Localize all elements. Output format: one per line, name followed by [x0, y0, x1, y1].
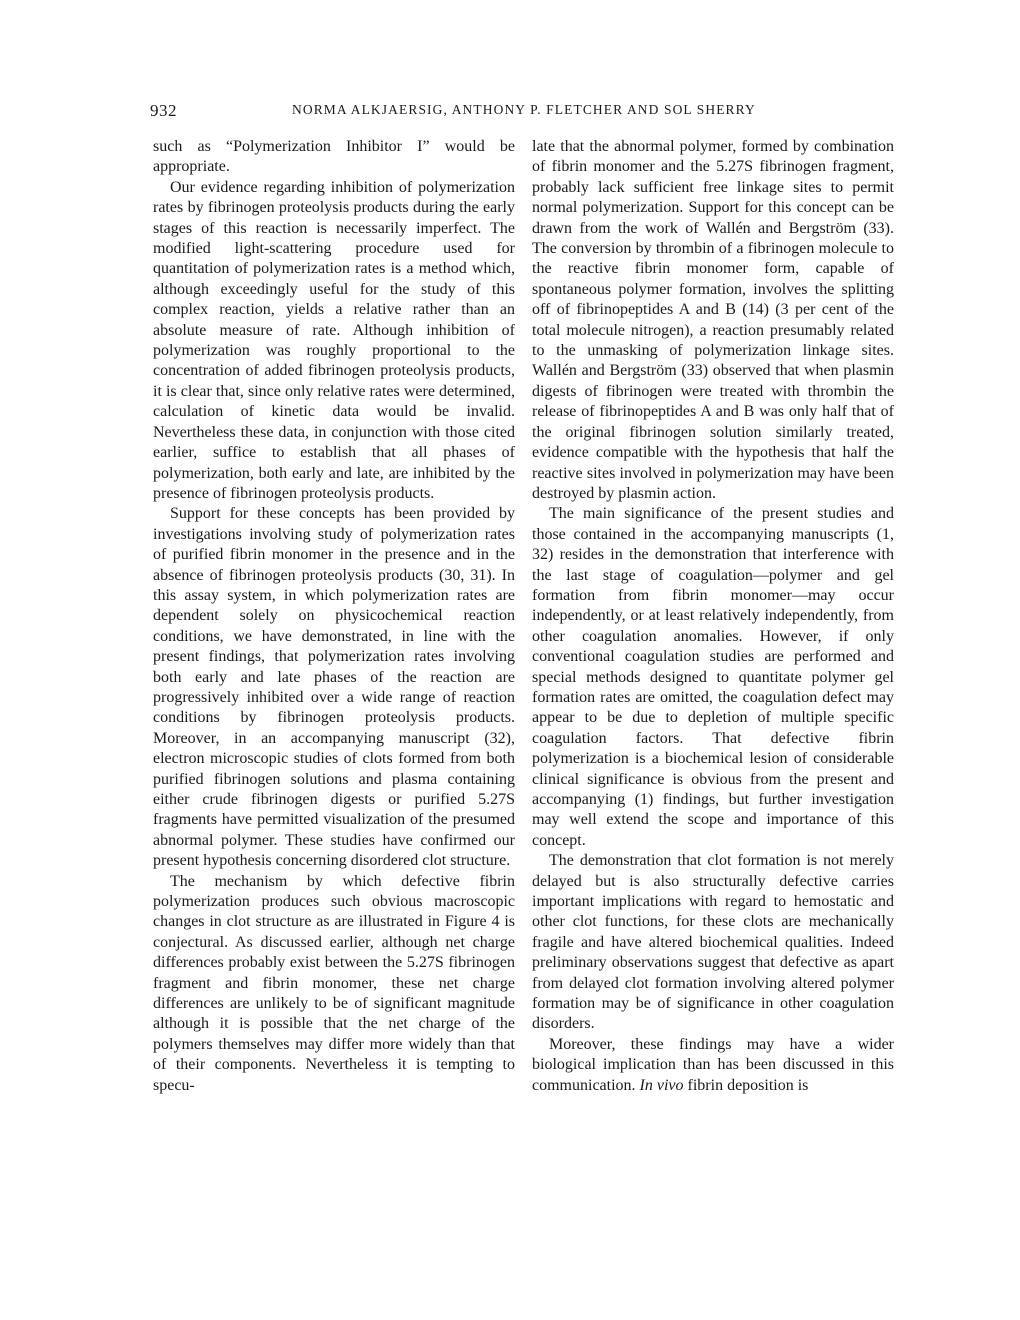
- paragraph-text: fibrin deposition is: [683, 1076, 809, 1094]
- paragraph: Our evidence regarding inhibition of polymerization rates by fibrinogen proteolysis products during the early stages of this reaction is necessarily imperfect. The modified light-scattering procedure used for quantitation of polymerization rates is a method which, although exceedingly useful for the study of this complex reaction, yields a relative rather than an absolute measure of rate. Although inhibition of polymerization was roughly proportional to the concentration of added fibrinogen proteolysis products, it is clear that, since only relative rates were determined, calculation of kinetic data would be invalid. Nevertheless these data, in conjunction with those cited earlier, suffice to establish that all phases of polymerization, both early and late, are inhibited by the presence of fibrinogen proteolysis products.: [153, 178, 515, 502]
- paragraph: [532, 1035, 894, 1096]
- paragraph-text: Moreover, these findings may have a wider biological implication than has been discussed in this communication.: [532, 1035, 894, 1094]
- right-column: [532, 137, 894, 1096]
- italic-term: In vivo: [639, 1076, 684, 1094]
- paragraph: The demonstration that clot formation is not merely delayed but is also structurally defective carries important implications with regard to hemostatic and other clot functions, for these clots are mechanically fragile and have altered biochemical qualities. Indeed preliminary observations suggest that defective as apart from delayed clot formation involving altered polymer formation may be of significance in other coagulation disorders.: [532, 852, 894, 1033]
- running-head: NORMA ALKJAERSIG, ANTHONY P. FLETCHER AND SOL SHERRY: [292, 102, 756, 117]
- page-number: 932: [150, 101, 177, 120]
- paragraph: The mechanism by which defective fibrin polymerization produces such obvious macroscopic changes in clot structure as are illustrated in Figure 4 is conjectural. As discussed earlier, although net charge differences probably exist between the 5.27S fibrinogen fragment and fibrin monomer, these net charge differences are unlikely to be of significant magnitude although it is possible that the net charge of the polymers themselves may differ more widely than that of their components. Nevertheless it is tempting to specu-: [153, 872, 515, 1094]
- paragraph: Support for these concepts has been provided by investigations involving study of polymerization rates of purified fibrin monomer in the presence and in the absence of fibrinogen proteolysis products (30, 31). In this assay system, in which polymerization rates are dependent solely on physicochemical reaction conditions, we have demonstrated, in line with the present findings, that polymerization rates involving both early and late phases of the reaction are progressively inhibited over a wide range of reaction conditions by fibrinogen proteolysis products. Moreover, in an accompanying manuscript (32), electron microscopic studies of clots formed from both purified fibrinogen solutions and plasma containing either crude fibrinogen digests or purified 5.27S fragments have permitted visualization of the presumed abnormal polymer. These studies have confirmed our present hypothesis concerning disordered clot structure.: [153, 505, 515, 870]
- left-column: [153, 137, 515, 1096]
- paragraph: The main significance of the present studies and those contained in the accompanying manuscripts (1, 32) resides in the demonstration that interference with the last stage of coagulation—polymer and gel formation from fibrin monomer—may occur independently, or at least relatively independently, from other coagulation anomalies. However, if only conventional coagulation studies are performed and special methods designed to quantitate polymer gel formation rates are omitted, the coagulation defect may appear to be due to depletion of multiple specific coagulation factors. That defective fibrin polymerization is a biochemical lesion of considerable clinical significance is obvious from the present and accompanying (1) findings, but further investigation may well extend the scope and importance of this concept.: [532, 505, 894, 849]
- paragraph: such as “Polymerization Inhibitor I” would be appropriate.: [153, 138, 515, 176]
- paragraph: late that the abnormal polymer, formed by combination of fibrin monomer and the 5.27S fibrinogen fragment, probably lack sufficient free linkage sites to permit normal polymerization. Support for this concept can be drawn from the work of Wallén and Bergström (33). The conversion by thrombin of a fibrinogen molecule to the reactive fibrin monomer form, capable of spontaneous polymer formation, involves the splitting off of fibrinopeptides A and B (14) (3 per cent of the total molecule nitrogen), a reaction presumably related to the unmasking of polymerization linkage sites. Wallén and Bergström (33) observed that when plasmin digests of fibrinogen were treated with thrombin the release of fibrinopeptides A and B was only half that of the original fibrinogen solution similarly treated, evidence compatible with the hypothesis that half the reactive sites involved in polymerization may have been destroyed by plasmin action.: [532, 138, 894, 502]
